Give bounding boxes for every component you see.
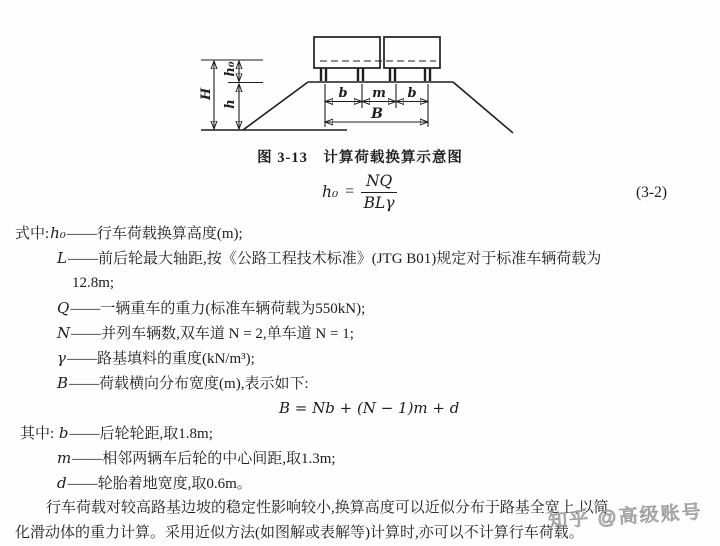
watermark: 知乎 @高级账号 — [547, 501, 704, 533]
symbol-gamma: γ — [57, 349, 66, 367]
dim-label-m: m — [372, 86, 386, 101]
left-slope-line — [243, 82, 308, 130]
where-line-h0 — [0, 221, 720, 246]
equation-lhs: h₀ — [322, 183, 339, 201]
right-slope-line — [453, 82, 513, 133]
dim-label-b-left: b — [338, 86, 348, 101]
symbol-N: N — [57, 324, 71, 342]
dim-label-h0: h₀ — [223, 61, 238, 77]
symbol-b: b — [58, 424, 69, 442]
where-line-Q — [0, 296, 720, 321]
equation-denominator: BLγ — [363, 194, 395, 212]
dim-label-H: H — [199, 87, 214, 101]
among-prefix: 其中: — [20, 426, 55, 442]
truck-body-right — [384, 37, 440, 68]
where-prefix: 式中: — [15, 226, 50, 242]
sub-equation-B — [0, 396, 720, 421]
desc-N: ——并列车辆数,双车道 N = 2,单车道 N = 1; — [71, 326, 354, 342]
figure-caption: 图 3-13 计算荷载换算示意图 — [257, 150, 463, 166]
dim-label-b-right: b — [407, 86, 417, 101]
where-line-B — [0, 371, 720, 396]
among-line-b — [0, 421, 720, 446]
desc-B: ——荷载横向分布宽度(m),表示如下: — [69, 376, 309, 392]
sub-equation-text: B = Nb + (N − 1)m + d — [279, 399, 460, 417]
symbol-Q: Q — [57, 299, 70, 317]
dim-label-B: B — [371, 106, 383, 122]
desc-d: ——轮胎着地宽度,取0.6m。 — [67, 476, 252, 492]
desc-h0: ——行车荷载换算高度(m); — [66, 226, 243, 242]
desc-gamma: ——路基填料的重度(kN/m³); — [66, 351, 255, 367]
symbol-m: m — [57, 449, 72, 467]
symbol-d: d — [57, 474, 67, 492]
desc-Q: ——一辆重车的重力(标准车辆荷载为550kN); — [70, 301, 366, 317]
equation-equals: = — [345, 183, 354, 200]
truck-wheels — [321, 68, 430, 81]
equation-number: (3-2) — [636, 184, 667, 201]
among-line-d — [0, 471, 720, 496]
where-line-L-continuation — [0, 271, 720, 296]
desc-L-cont: 12.8m; — [72, 275, 115, 291]
symbol-B: B — [57, 374, 69, 392]
definitions-block — [0, 221, 720, 546]
closing-paragraph-line2: 化滑动体的重力计算。采用近似方法(如图解或表解等)计算时,亦可以不计算行车荷载。 — [15, 525, 584, 541]
symbol-h0: h₀ — [50, 224, 66, 242]
desc-b: ——后轮轮距,取1.8m; — [69, 426, 213, 442]
desc-m: ——相邻两辆车后轮的中心间距,取1.3m; — [72, 451, 336, 467]
dim-label-h: h — [223, 99, 238, 109]
symbol-L: L — [57, 249, 67, 267]
where-line-N — [0, 321, 720, 346]
load-conversion-diagram — [0, 0, 720, 170]
desc-L: ——前后轮最大轴距,按《公路工程技术标准》(JTG B01)规定对于标准车辆荷载为 — [67, 251, 602, 267]
among-line-m — [0, 446, 720, 471]
truck-body-left — [314, 37, 380, 68]
where-line-L — [0, 246, 720, 271]
equation-fraction — [361, 172, 397, 212]
closing-paragraph-line1: 行车荷载对较高路基边坡的稳定性影响较小,换算高度可以近似分布于路基全宽上,以简 — [46, 500, 609, 516]
equation-numerator: NQ — [361, 172, 397, 193]
equation-3-2 — [322, 172, 397, 212]
where-line-gamma — [0, 346, 720, 371]
